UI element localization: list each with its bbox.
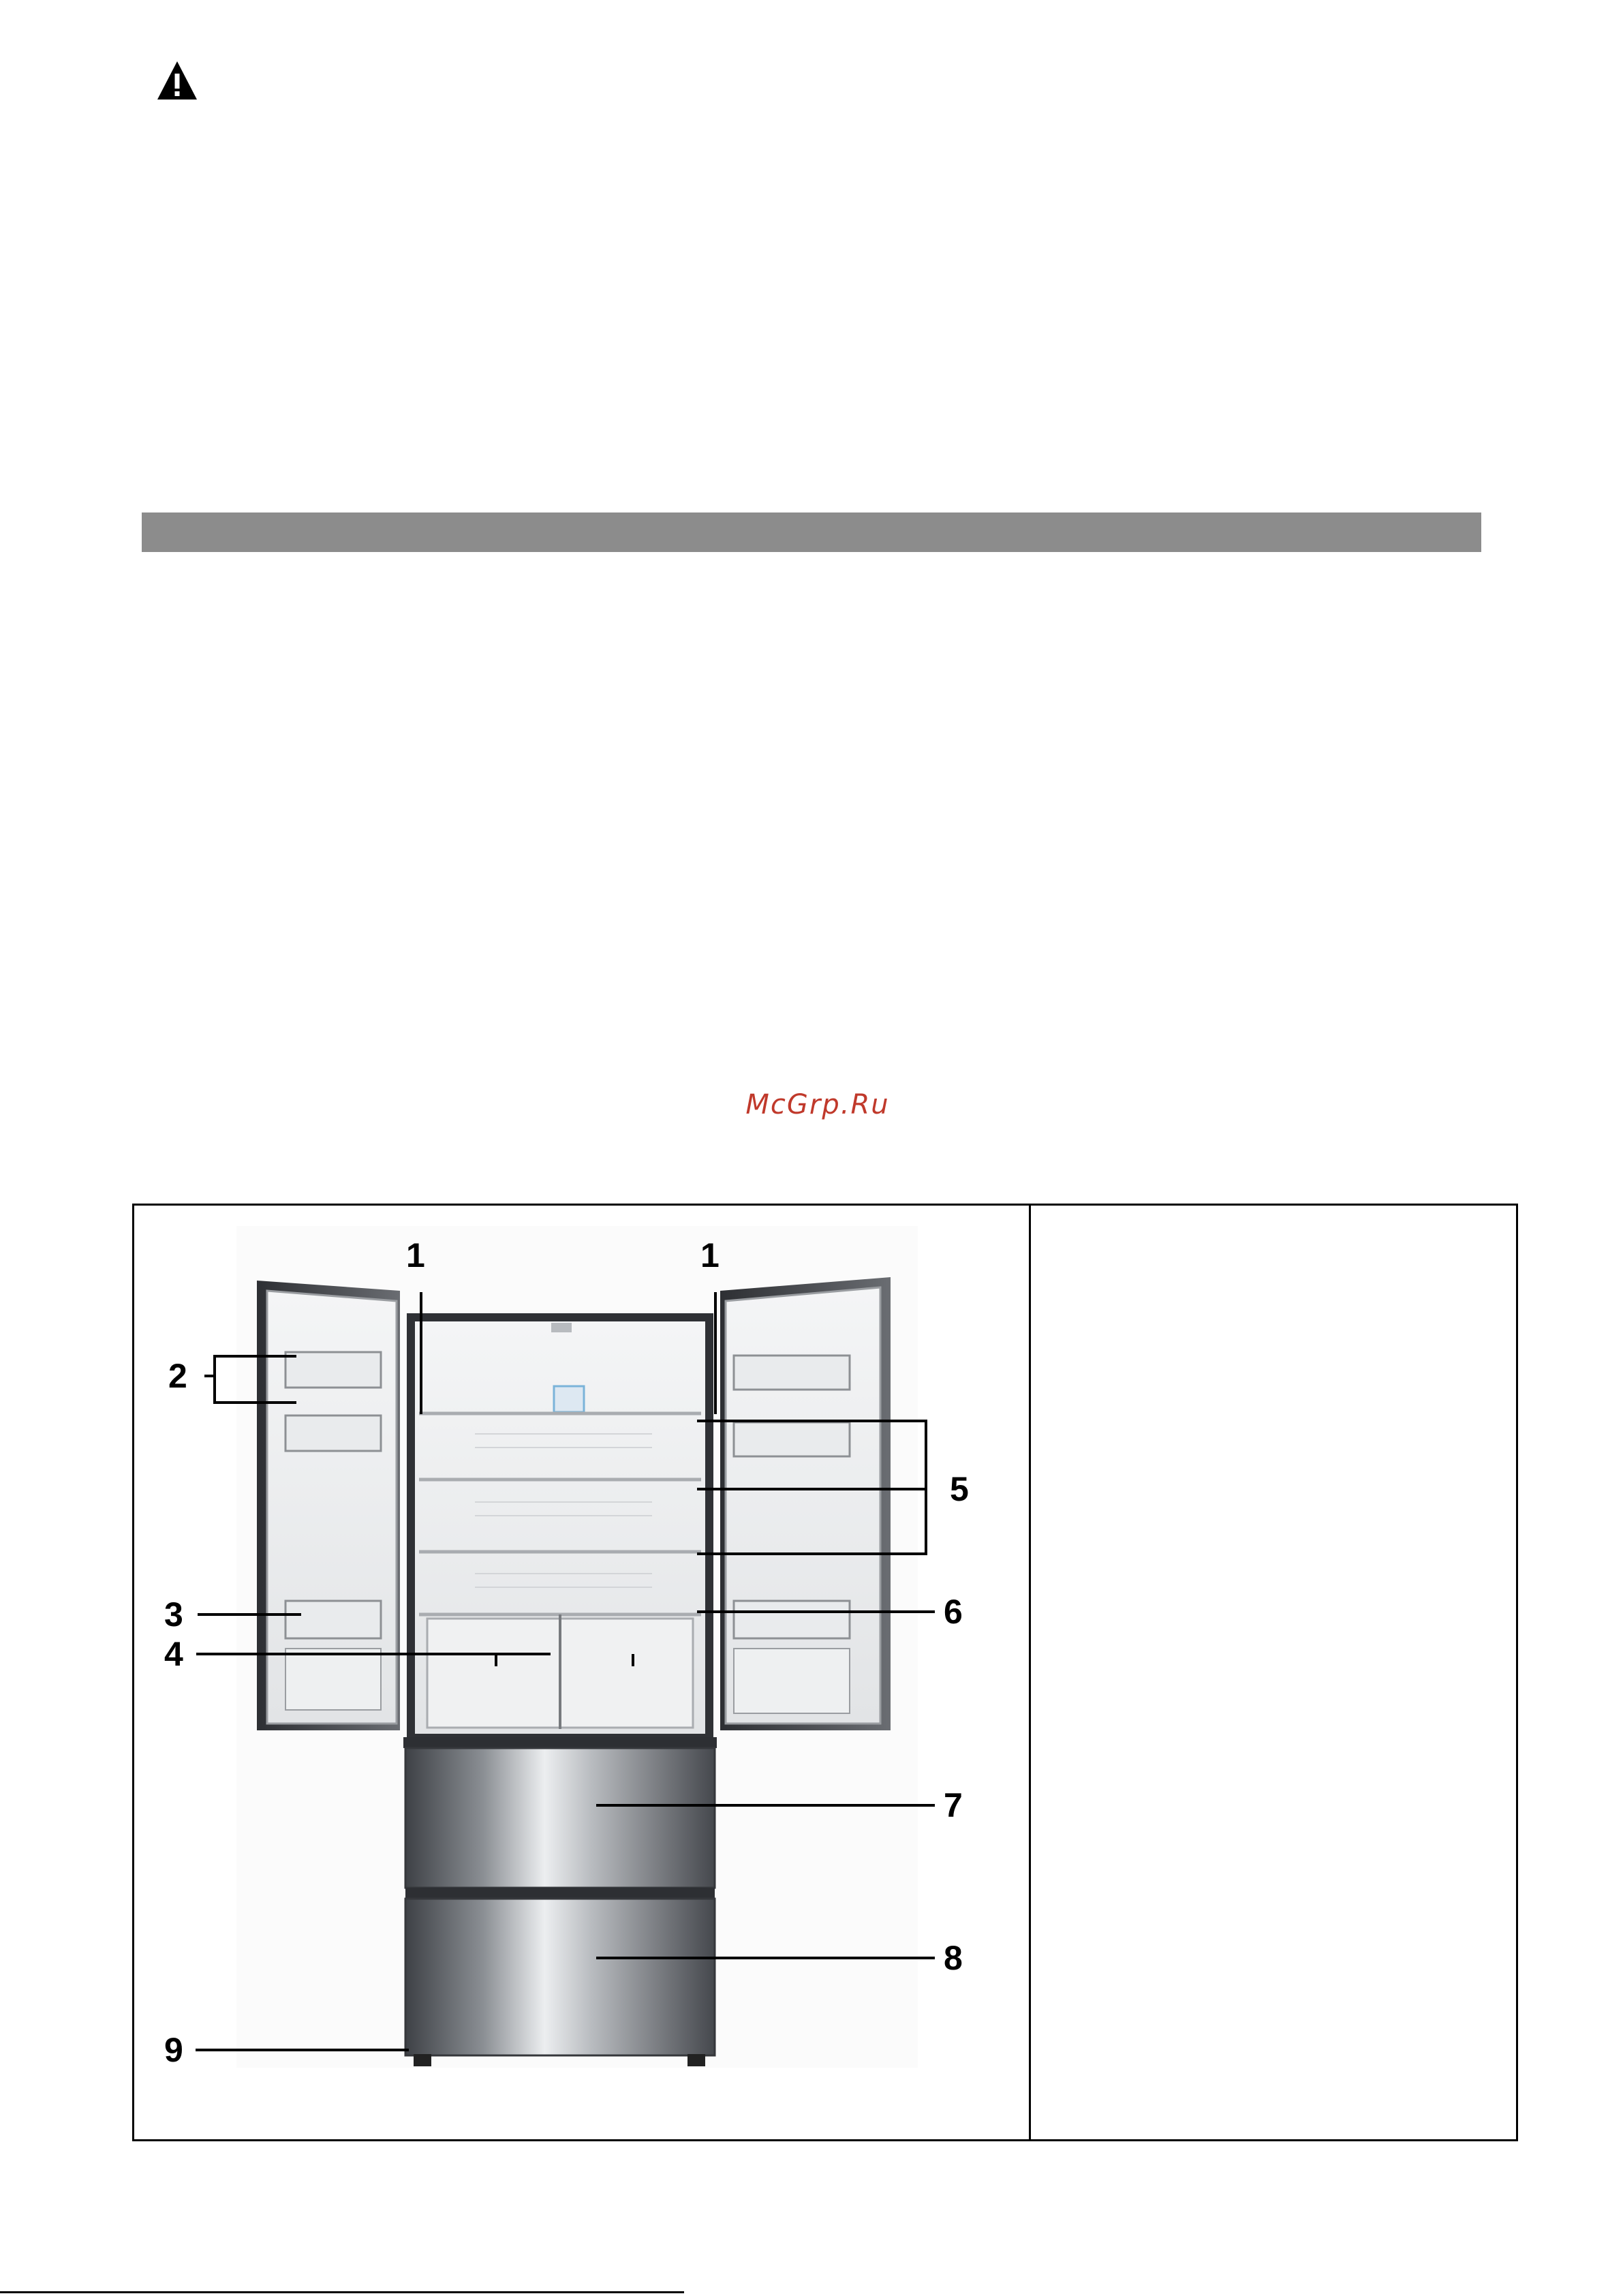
refrigerator-illustration <box>134 1206 1029 2139</box>
left-door <box>257 1281 400 1730</box>
warning-triangle-icon <box>155 59 199 102</box>
section-header-bar <box>142 512 1481 552</box>
callout-3: 3 <box>164 1595 183 1634</box>
footnote-rule <box>0 2291 684 2293</box>
callout-8: 8 <box>944 1939 963 1977</box>
callout-9: 9 <box>164 2031 183 2069</box>
callout-2: 2 <box>168 1357 187 1395</box>
watermark-text: McGrp.Ru <box>745 1089 890 1120</box>
callout-4: 4 <box>164 1635 183 1673</box>
fridge-compartment <box>407 1313 713 1739</box>
callout-1-right: 1 <box>700 1236 720 1274</box>
freezer-drawers <box>403 1737 717 2066</box>
callout-6: 6 <box>944 1593 963 1631</box>
callout-5: 5 <box>950 1470 969 1508</box>
callout-1-left: 1 <box>406 1236 425 1274</box>
right-door <box>720 1277 891 1730</box>
callout-7: 7 <box>944 1786 963 1824</box>
figure-table-divider <box>1029 1204 1031 2141</box>
